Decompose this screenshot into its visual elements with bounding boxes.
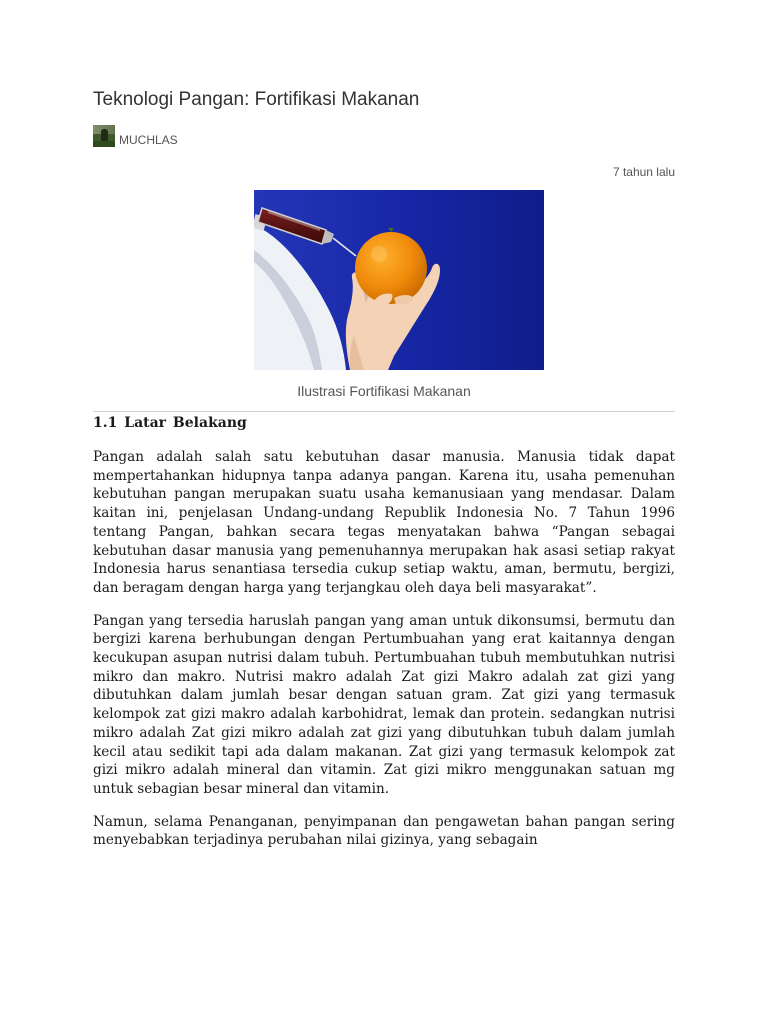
image-caption: Ilustrasi Fortifikasi Makanan [297,383,471,399]
author-row [93,125,178,147]
document-body [93,412,675,850]
fortification-illustration [254,190,544,370]
paragraph: Pangan yang tersedia haruslah pangan yang aman untuk dikonsumsi, bermutu dan bergizi karena berhubungan dengan Pertumbuahan yang erat kaitannya dengan kecukupan asupan nutrisi dalam tubuh. Pertumbuahan tubuh membutuhkan nutrisi mikro dan makro. Nutrisi makro adalah Zat gizi Makro adalah zat gizi yang dibutuhkan dalam jumlah besar dengan satuan gram. Zat gizi yang termasuk kelompok zat gizi makro adalah karbohidrat, lemak dan protein. sedangkan nutrisi mikro adalah Zat gizi mikro adalah zat gizi yang dibutuhkan tubuh dalam jumlah kecil atau sedikit tapi ada dalam makanan. Zat gizi yang termasuk kelompok zat gizi mikro adalah mineral dan vitamin. Zat gizi mikro menggunakan satuan mg untuk sebagian besar mineral dan vitamin. [93,612,675,797]
article-image [254,190,544,370]
author-name[interactable]: MUCHLAS [119,133,178,147]
section-heading: 1.1 Latar Belakang [93,415,247,431]
author-avatar[interactable] [93,125,115,147]
paragraph: Pangan adalah salah satu kebutuhan dasar manusia. Manusia tidak dapat mempertahankan hidupnya tanpa adanya pangan. Karena itu, usaha pemenuhan kebutuhan pangan merupakan suatu usaha kemanusiaan yang mendasar. Dalam kaitan ini, penjelasan Undang-undang Republik Indonesia No. 7 Tahun 1996 tentang Pangan, bahkan secara tegas menyatakan bahwa “Pangan sebagai kebutuhan dasar manusia yang pemenuhannya merupakan hak asasi setiap rakyat Indonesia harus senantiasa tersedia cukup setiap waktu, aman, bermutu, bergizi, dan beragam dengan harga yang terjangkau oleh daya beli masyarakat”. [93,449,675,596]
publish-date: 7 tahun lalu [612,165,675,179]
paragraph: Namun, selama Penanganan, penyimpanan dan pengawetan bahan pangan sering menyebabkan terjadinya perubahan nilai gizinya, yang sebagain [93,813,675,849]
article-title: Teknologi Pangan: Fortifikasi Makanan [93,89,420,110]
